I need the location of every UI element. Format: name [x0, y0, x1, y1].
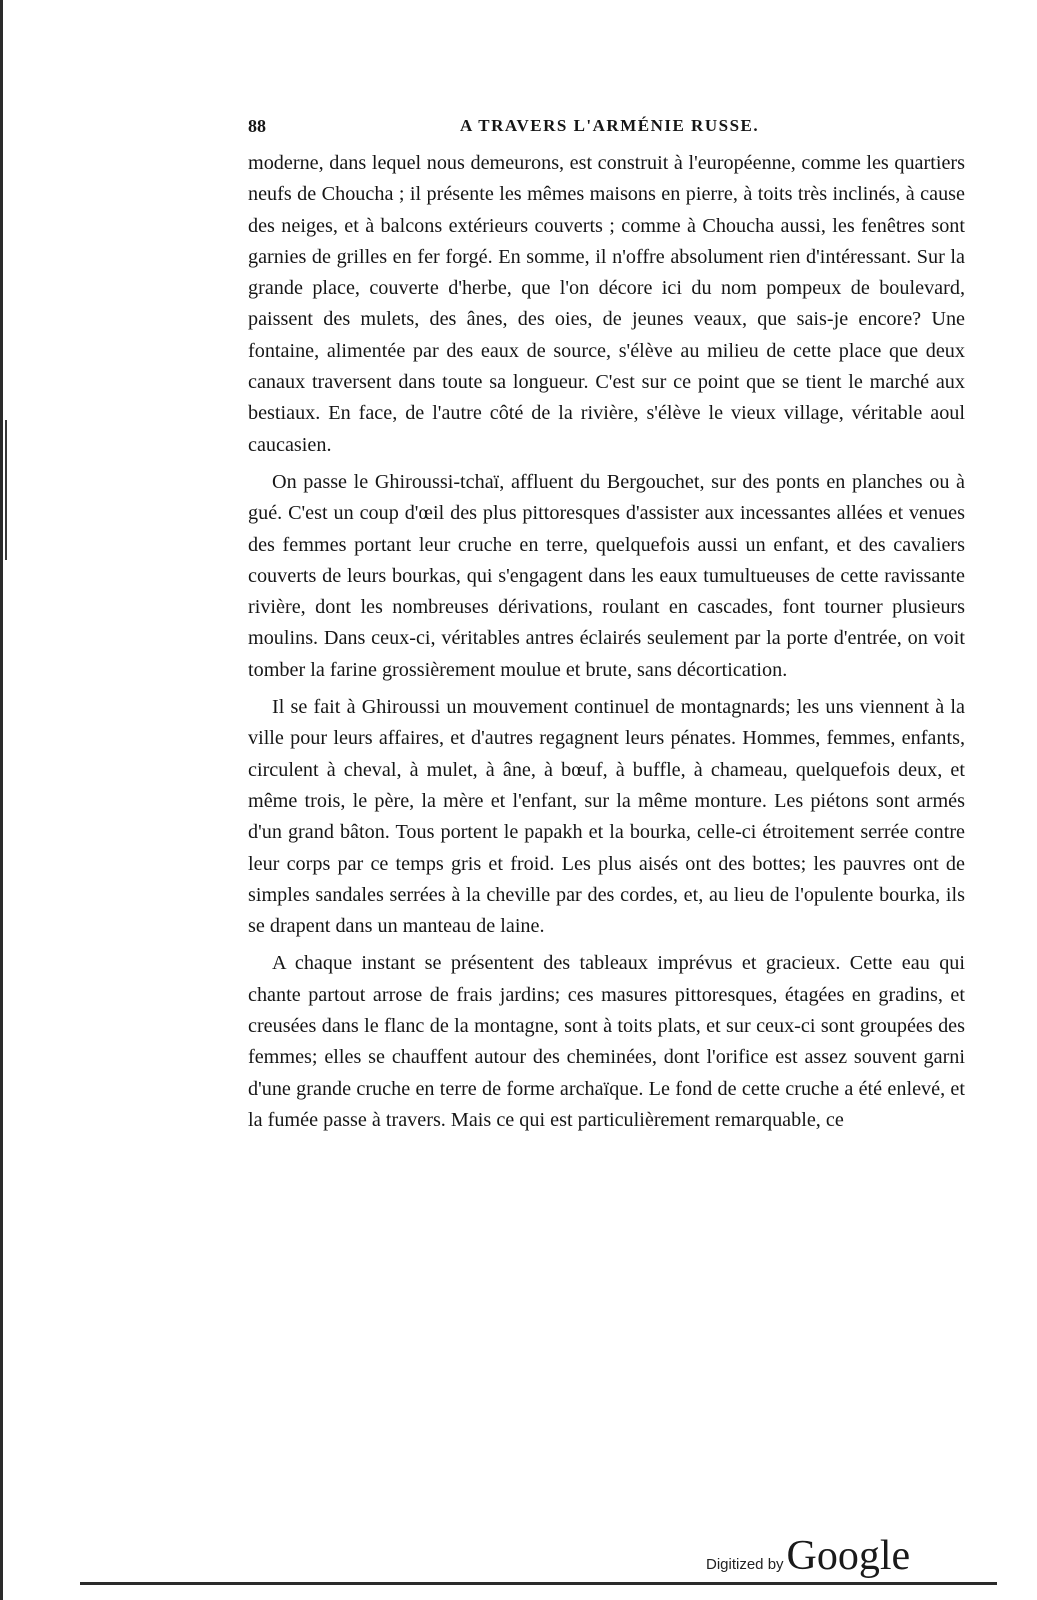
page-number: 88 [248, 116, 266, 136]
paragraph-1: moderne, dans lequel nous demeurons, est construit à l'européenne, comme les quartiers neufs de Choucha ; il présente les mêmes maisons en pierre, à toits très inclinés, à cause des neiges, et à balcons extérieurs couverts ; comme à Choucha aussi, les fenêtres sont garnies de grilles en fer forgé. En somme, il n'offre absolument rien d'intéressant. Sur la grande place, couverte d'herbe, que l'on décore ici du nom pompeux de boulevard, paissent des mulets, des ânes, des oies, de jeunes veaux, que sais-je encore? Une fontaine, alimentée par des eaux de source, s'élève au milieu de cette place que deux canaux traversent dans toute sa longueur. C'est sur ce point que se tient le marché aux bestiaux. En face, de l'autre côté de la rivière, s'élève le vieux village, véritable aoul caucasien. [248, 152, 965, 456]
paragraph-4: A chaque instant se présentent des tableaux imprévus et gracieux. Cette eau qui chante partout arrose de frais jardins; ces masures pittoresques, étagées en gradins, et creusées dans le flanc de la montagne, sont à toits plats, et sur ceux-ci sont groupées des femmes; elles se chauffent autour des cheminées, dont l'orifice est assez souvent garni d'une grande cruche en terre de forme archaïque. Le fond de cette cruche a été enlevé, et la fumée passe à travers. Mais ce qui est particulièrement remarquable, ce [248, 952, 965, 1131]
scan-left-edge [0, 0, 3, 1600]
running-title: A TRAVERS L'ARMÉNIE RUSSE. [460, 116, 760, 135]
paragraph-2: On passe le Ghiroussi-tchaï, affluent du Bergouchet, sur des ponts en planches ou à gué. C'est un coup d'œil des plus pittoresques d'assister aux incessantes allées et venues des femmes portant leur cruche en terre, quelquefois aussi un enfant, et des cavaliers couverts de leurs bourkas, qui s'engagent dans les eaux tumultueuses de cette ravissante rivière, dont les nombreuses dérivations, roulant en cascades, font tourner plusieurs moulins. Dans ceux-ci, véritables antres éclairés seulement par la porte d'entrée, on voit tomber la farine grossièrement moulue et brute, sans décortication. [248, 470, 965, 681]
watermark-prefix: Digitized by [706, 1556, 784, 1573]
paragraph-3: Il se fait à Ghiroussi un mouvement continuel de montagnards; les uns viennent à la ville pour leurs affaires, et d'autres regagnent leurs pénates. Hommes, femmes, enfants, circulent à cheval, à mulet, à âne, à bœuf, à buffle, à chameau, quelquefois deux, et même trois, le père, la mère et l'enfant, sur la même monture. Les piétons sont armés d'un grand bâton. Tous portent le papakh et la bourka, celle-ci étroitement serrée contre leur corps par ce temps gris et froid. Les plus aisés ont des bottes; les pauvres ont de simples sandales serrées à la cheville par des cordes, et, au lieu de l'opulente bourka, ils se drapent dans un manteau de laine. [248, 696, 965, 938]
scan-bottom-edge [80, 1582, 997, 1585]
digitization-watermark [706, 1532, 911, 1579]
page-header [248, 116, 965, 144]
body-text [248, 148, 965, 1136]
scan-left-edge-mark [5, 420, 7, 560]
watermark-brand-logo: Google [786, 1533, 911, 1579]
